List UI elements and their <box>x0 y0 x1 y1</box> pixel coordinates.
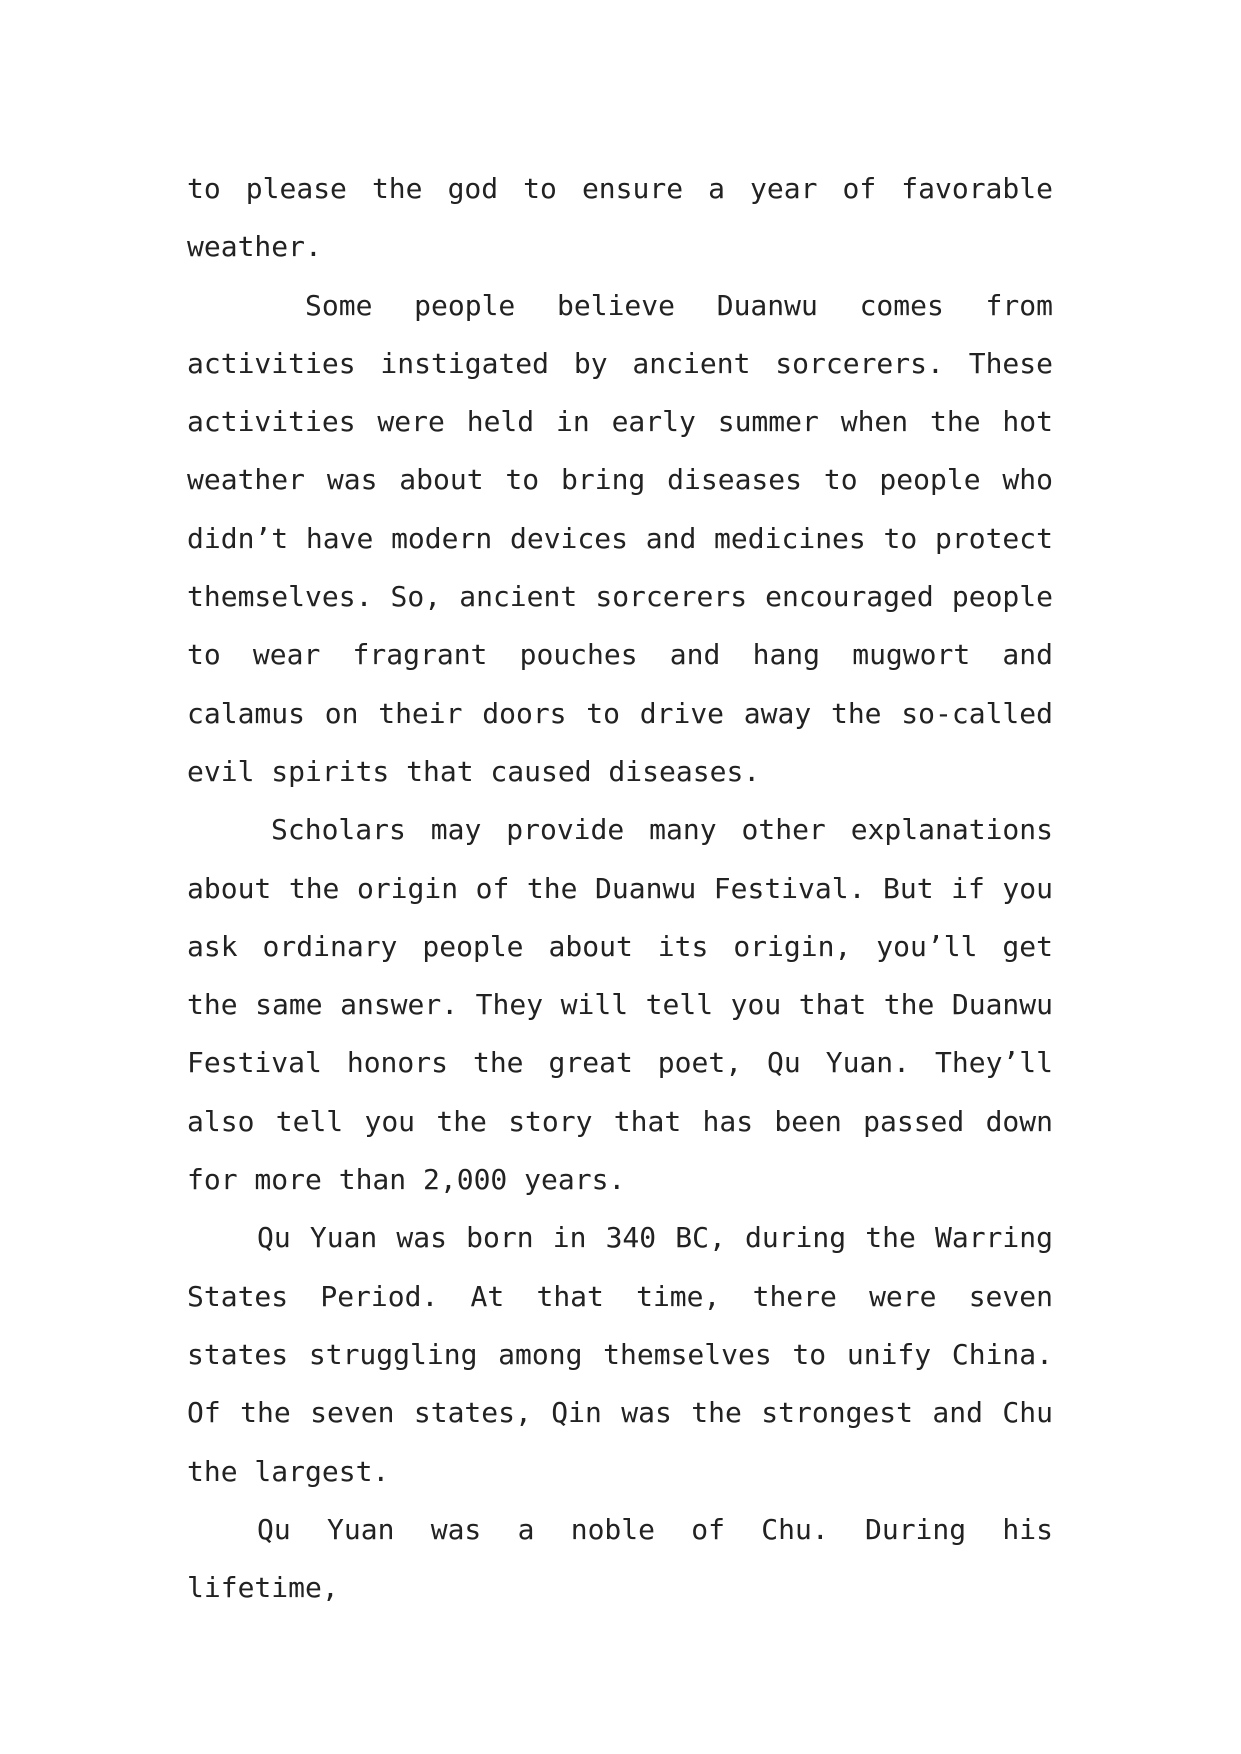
paragraph-weather: to please the god to ensure a year of favorable weather. <box>187 172 1053 264</box>
paragraph-origin: Scholars may provide many other explanations about the origin of the Duanwu Festival. But if you ask ordinary people about its origin, you’ll get the same answer. They will tell you that the Duanwu Festival honors the great poet, Qu Yuan. They’ll also tell you the story that has been passed down for more than 2,000 years. <box>187 813 1053 1197</box>
body-text <box>187 160 1053 1617</box>
paragraph-sorcerers: Some people believe Duanwu comes from activities instigated by ancient sorcerers. These activities were held in early summer when the hot weather was about to bring diseases to people who didn’t have modern devices and medicines to protect themselves. So, ancient sorcerers encouraged people to wear fragrant pouches and hang mugwort and calamus on their doors to drive away the so-called evil spirits that caused diseases. <box>187 288 1053 788</box>
paragraph-qu-yuan-birth: Qu Yuan was born in 340 BC, during the Warring States Period. At that time, there were seven states struggling among themselves to unify China. Of the seven states, Qin was the strongest and Chu the largest. <box>187 1221 1053 1488</box>
paragraph-qu-yuan-noble: Qu Yuan was a noble of Chu. During his lifetime, <box>187 1512 1053 1605</box>
